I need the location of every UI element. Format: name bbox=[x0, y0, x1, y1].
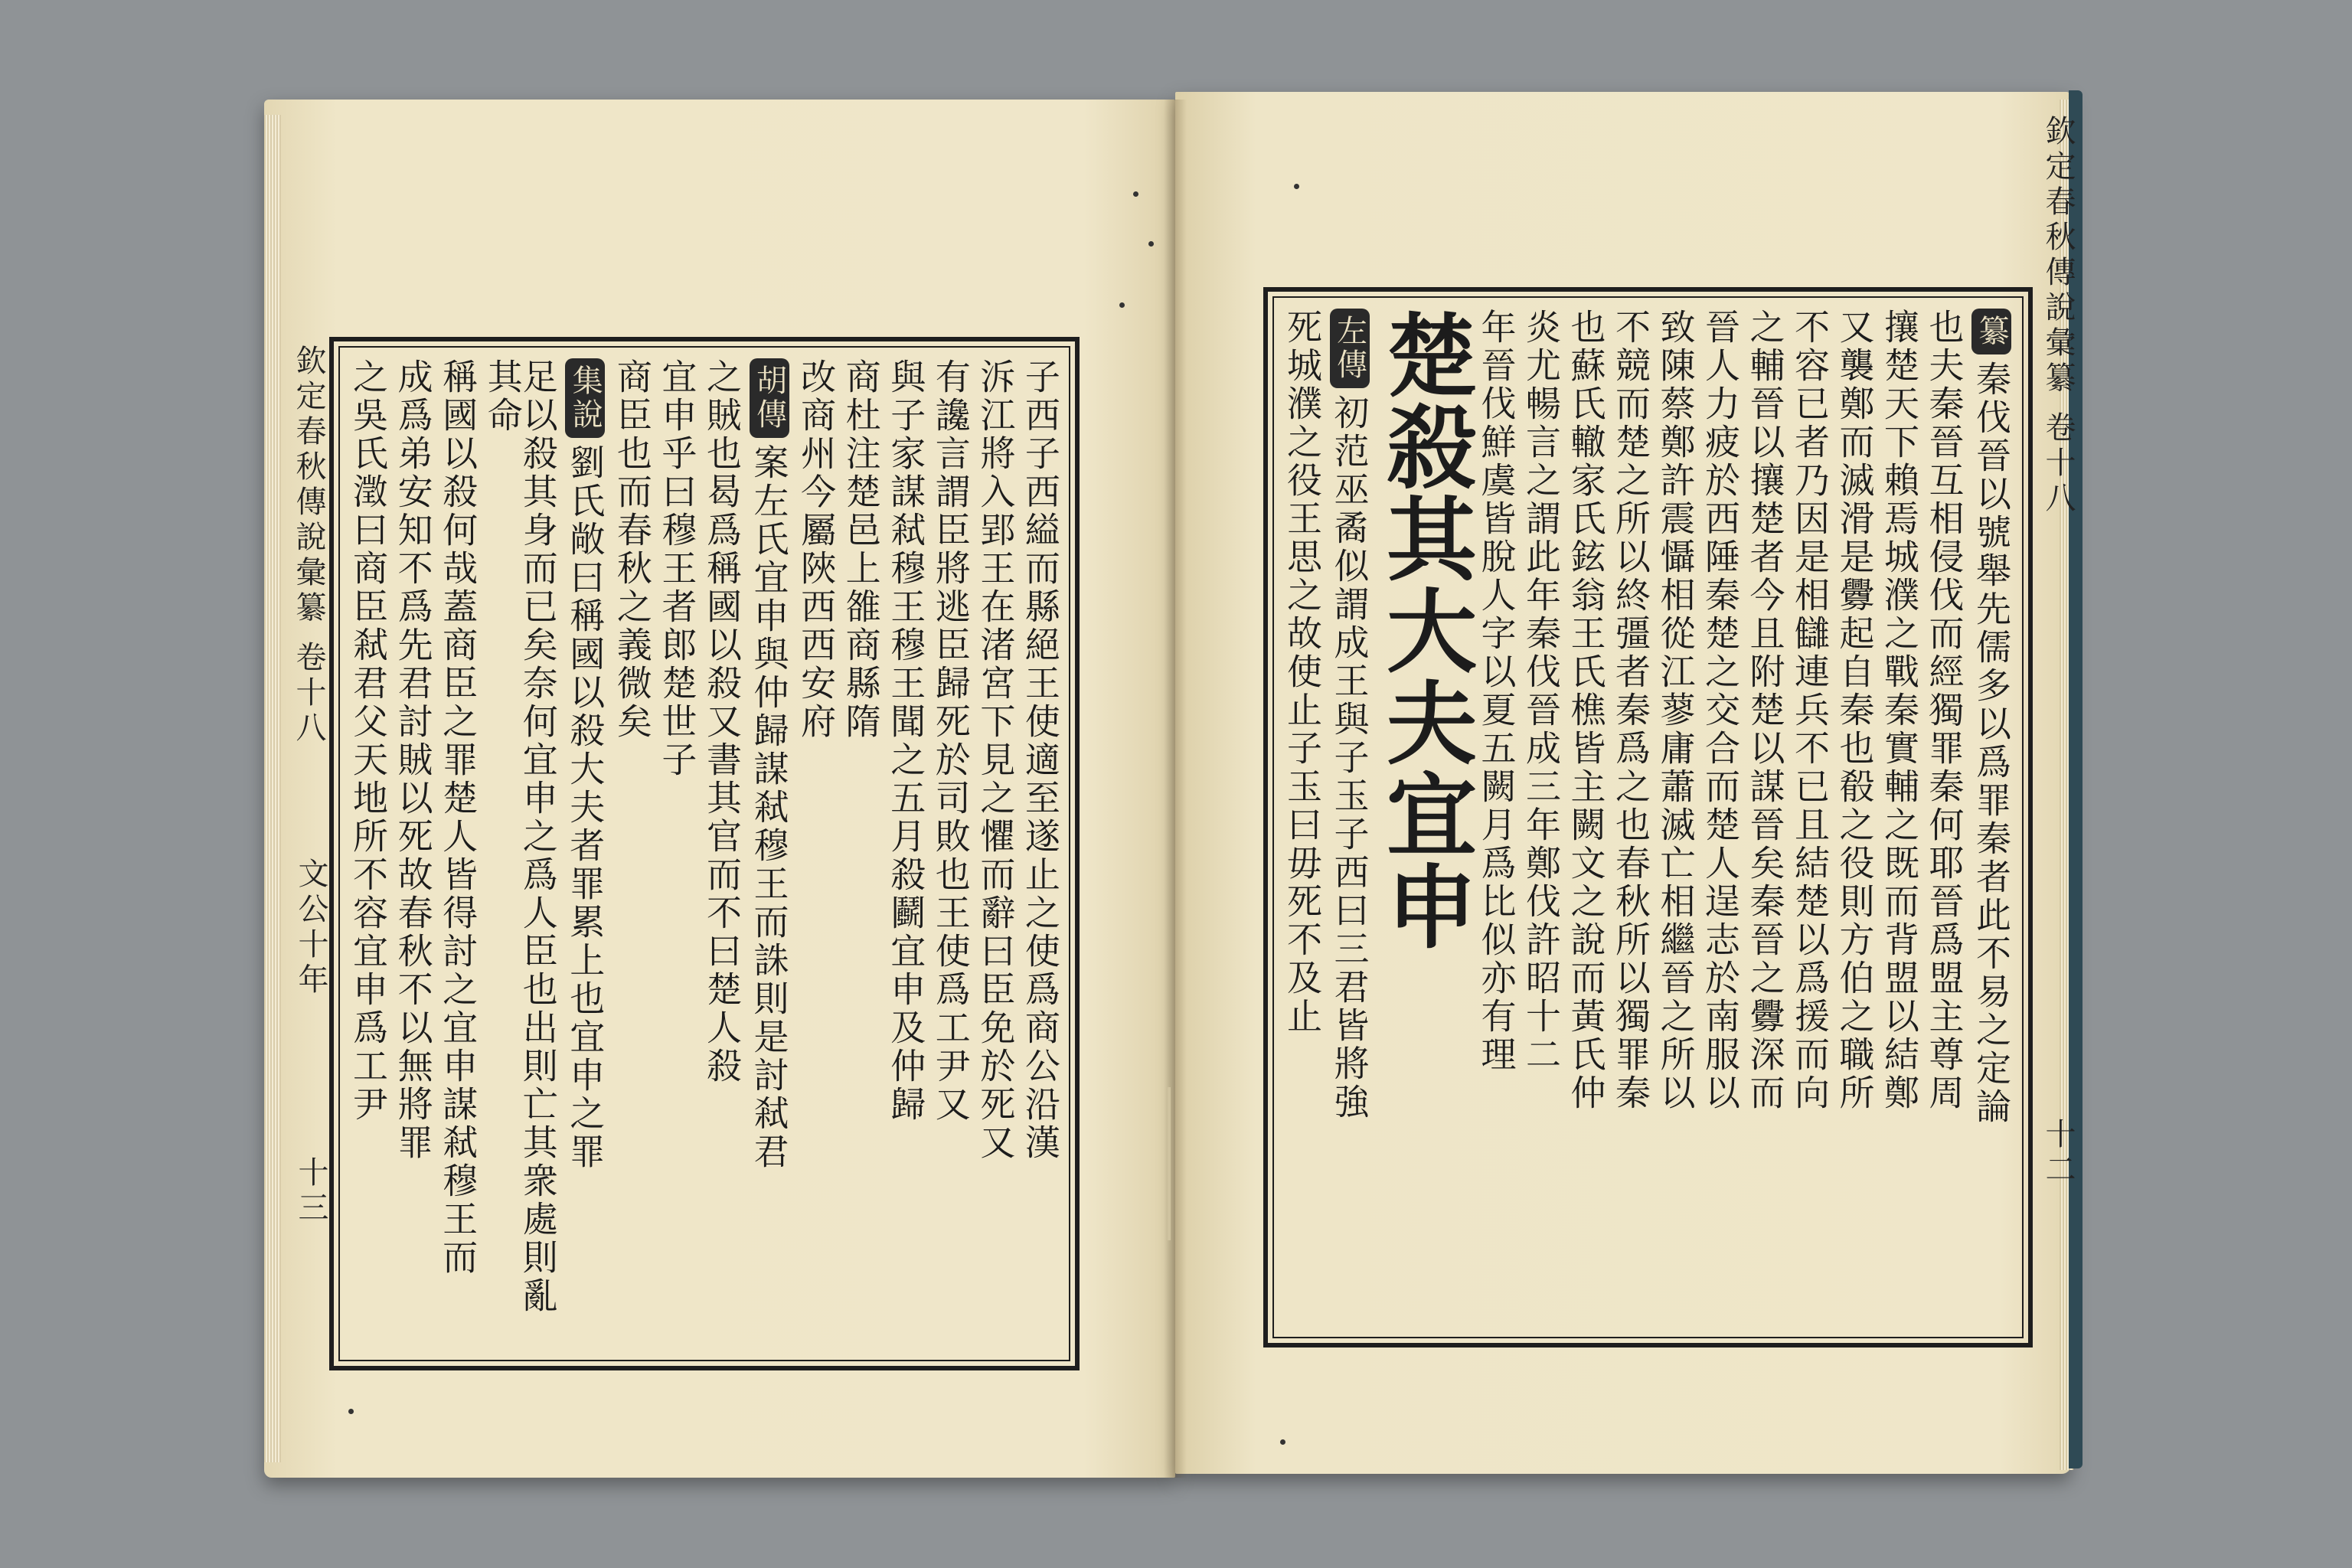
column-text: 商臣也而春秋之義微矣 bbox=[611, 358, 653, 741]
column-text: 稱國以殺何哉蓋商臣之罪楚人皆得討之宜申謀弒穆王而 bbox=[437, 358, 479, 1277]
text-column bbox=[482, 358, 559, 1349]
column-text: 不容已者乃因是相讎連兵不已且結楚以爲援而向 bbox=[1789, 309, 1831, 1112]
binding-thread bbox=[1168, 1087, 1171, 1240]
ink-mark bbox=[348, 1409, 354, 1414]
column-text: 致陳蔡鄭許震懾相從江蓼庸蕭滅亡相繼晉之所以 bbox=[1655, 309, 1697, 1112]
column-text: 也蘇氏轍家氏鉉翁王氏樵皆主闕文之說而黃氏仲 bbox=[1565, 309, 1607, 1112]
text-column bbox=[1700, 309, 1741, 1326]
column-text: 成爲弟安知不爲先君討賊以死故春秋不以無將罪 bbox=[392, 358, 434, 1162]
text-column bbox=[1879, 309, 1920, 1326]
ink-mark bbox=[1148, 241, 1154, 247]
commentary-badge: 集說 bbox=[565, 358, 605, 438]
text-column bbox=[656, 358, 698, 1349]
column-text: 劉氏敞曰稱國以殺大夫者罪累上也宜申之罪 bbox=[564, 444, 606, 1171]
left-text-columns bbox=[348, 358, 1061, 1349]
column-text: 與子家謀弒穆王穆王聞之五月殺鬬宜申及仲歸 bbox=[885, 358, 927, 1124]
column-text: 有讒言謂臣將逃臣歸死於司敗也王使爲工尹又 bbox=[929, 358, 972, 1124]
text-column bbox=[611, 358, 653, 1349]
column-text: 楚殺其大夫宜申 bbox=[1371, 309, 1478, 952]
left-text-frame bbox=[329, 337, 1080, 1370]
text-column bbox=[565, 358, 605, 1349]
text-column bbox=[1282, 309, 1323, 1326]
text-column bbox=[1834, 309, 1876, 1326]
column-text: 宜申乎曰穆王者郎楚世子 bbox=[656, 358, 698, 779]
text-column bbox=[1971, 309, 2011, 1326]
commentary-badge: 胡傳 bbox=[750, 358, 789, 438]
column-text: 攘楚天下賴焉城濮之戰秦實輔之既而背盟以結鄭 bbox=[1879, 309, 1920, 1112]
column-text: 商杜注楚邑上雒商縣隋 bbox=[840, 358, 882, 741]
text-column bbox=[1744, 309, 1786, 1326]
right-margin-title: 欽定春秋傳說彙纂 卷十八 bbox=[2040, 115, 2076, 517]
text-column bbox=[437, 358, 479, 1349]
text-column bbox=[1019, 358, 1061, 1349]
text-column bbox=[1789, 309, 1831, 1326]
left-margin-title: 欽定春秋傳說彙纂 卷十八 bbox=[291, 345, 326, 746]
text-column bbox=[1655, 309, 1697, 1326]
column-text: 年晉伐鮮虞皆脫人字以夏五闕月爲比似亦有理 bbox=[1475, 309, 1517, 1074]
column-text: 案左氏宜申與仲歸謀弒穆王而誅則是討弒君 bbox=[748, 444, 790, 1171]
text-column bbox=[885, 358, 927, 1349]
column-text: 秦伐晉以號舉先儒多以爲罪秦者此不易之定論 bbox=[1971, 361, 2012, 1126]
text-column bbox=[701, 358, 743, 1349]
right-text-columns bbox=[1282, 309, 2012, 1326]
text-column bbox=[795, 358, 838, 1349]
column-text: 又襲鄭而滅滑是釁起自秦也殽之役則方伯之職所 bbox=[1834, 309, 1876, 1112]
left-margin-chapter: 文公十年 bbox=[293, 858, 328, 998]
left-margin-folio: 十三 bbox=[293, 1156, 328, 1227]
text-column bbox=[1923, 309, 1965, 1326]
entry-heading bbox=[1371, 309, 1478, 1326]
column-text: 泝江將入郢王在渚宮下見之懼而辭曰臣免於死又 bbox=[975, 358, 1017, 1162]
column-text: 足以殺其身而已矣奈何宜申之爲人臣也出則亡其衆處則亂其命 bbox=[482, 358, 559, 1315]
text-column bbox=[975, 358, 1017, 1349]
text-column bbox=[1330, 309, 1370, 1326]
text-column bbox=[1475, 309, 1517, 1326]
column-text: 改商州今屬陜西西安府 bbox=[795, 358, 838, 741]
commentary-badge: 左傳 bbox=[1330, 309, 1370, 388]
right-margin-folio: 十二 bbox=[2040, 1118, 2076, 1188]
column-text: 晉人力疲於西陲秦楚之交合而楚人逞志於南服以 bbox=[1700, 309, 1741, 1112]
text-column bbox=[392, 358, 434, 1349]
left-page-edges bbox=[264, 115, 281, 1462]
column-text: 之吳氏澂曰商臣弒君父天地所不容宜申爲工尹 bbox=[348, 358, 389, 1124]
ink-mark bbox=[1133, 191, 1138, 197]
book-gutter bbox=[1164, 100, 1187, 1478]
column-text: 死城濮之役王思之故使止子玉曰毋死不及止 bbox=[1282, 309, 1323, 1036]
column-text: 之輔晉以攘楚者今且附楚以謀晉矣秦晉之釁深而 bbox=[1744, 309, 1786, 1112]
ink-mark bbox=[1280, 1439, 1285, 1445]
commentary-badge: 纂 bbox=[1971, 309, 2011, 354]
right-text-frame bbox=[1263, 287, 2033, 1348]
column-text: 初范巫矞似謂成王與子玉子西曰三君皆將強 bbox=[1328, 394, 1370, 1122]
ink-mark bbox=[1294, 184, 1299, 189]
text-column bbox=[1565, 309, 1607, 1326]
text-column bbox=[348, 358, 389, 1349]
column-text: 之賊也曷爲稱國以殺又書其官而不曰楚人殺 bbox=[701, 358, 743, 1086]
text-column bbox=[750, 358, 789, 1349]
text-column bbox=[1610, 309, 1651, 1326]
column-text: 子西子西縊而縣絕王使適至遂止之使爲商公沿漢 bbox=[1019, 358, 1061, 1162]
text-column bbox=[840, 358, 882, 1349]
column-text: 也夫秦晉互相侵伐而經獨罪秦何耶晉爲盟主尊周 bbox=[1923, 309, 1965, 1112]
column-text: 不競而楚之所以終彊者秦爲之也春秋所以獨罪秦 bbox=[1610, 309, 1651, 1112]
text-column bbox=[1521, 309, 1562, 1326]
ink-mark bbox=[1119, 302, 1125, 308]
column-text: 炎尤暢言之謂此年秦伐晉成三年鄭伐許昭十二 bbox=[1521, 309, 1562, 1074]
text-column bbox=[929, 358, 972, 1349]
